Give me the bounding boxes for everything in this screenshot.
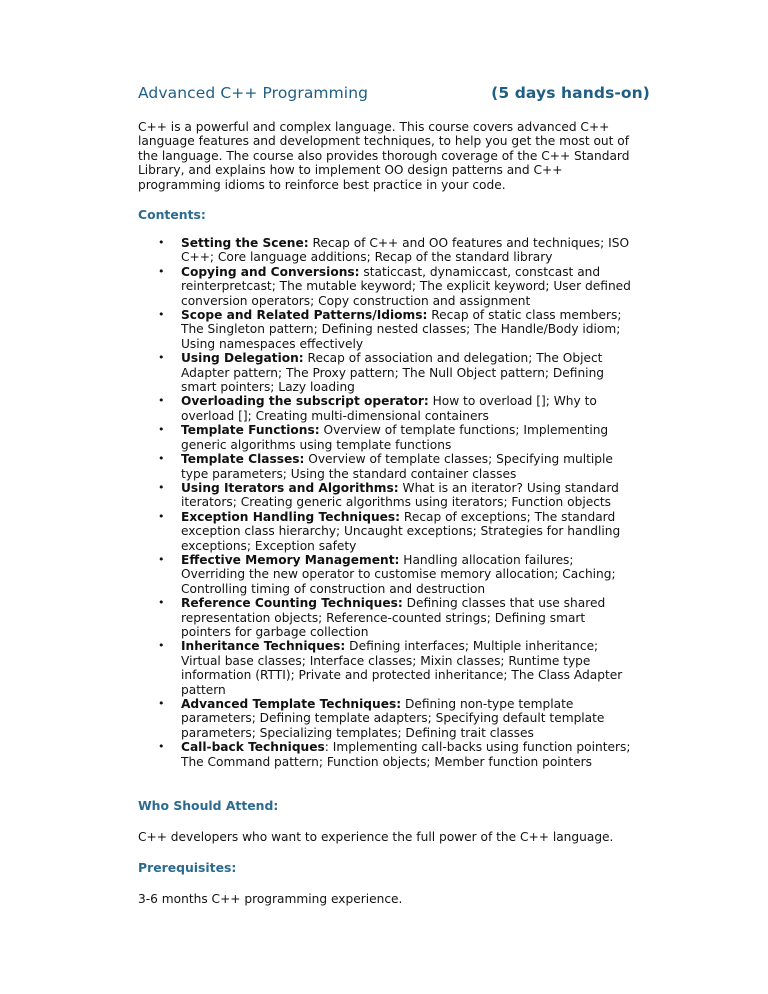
contents-item-text: Recap of C++ and OO features and techniques; ISO C++; Core language additions; Recap of the standard library [181,236,630,265]
contents-item-text: Recap of association and delegation; The Object Adapter pattern; The Proxy pattern; The Null Object pattern; Defining smart pointers; Lazy loading [181,351,605,395]
course-title: Advanced C++ Programming [138,84,369,102]
contents-item-title: Copying and Conversions: [181,264,360,279]
contents-item-title: Reference Counting Techniques: [181,596,403,611]
contents-item [138,596,633,639]
contents-item [138,452,633,481]
contents-item [138,351,633,394]
contents-item-title: Inheritance Techniques: [181,639,346,654]
contents-item-text: How to overload []; Why to overload []; Creating multi-dimensional containers [181,394,597,423]
contents-item [138,697,633,740]
contents-item-text: Recap of exceptions; The standard exception class hierarchy; Uncaught exceptions; Strategies for handling exceptions; Exception safety [181,509,621,553]
contents-item [138,265,633,308]
bullet-icon: • [158,509,165,523]
contents-item-text: Defining classes that use shared representation objects; Reference-counted strings; Defining smart pointers for garbage collection [181,596,606,639]
contents-item [138,423,633,452]
course-duration: (5 days hands-on) [491,84,650,102]
contents-item-title: Setting the Scene: [181,236,309,250]
contents-item [138,481,633,510]
bullet-icon: • [158,351,165,365]
contents-item-text: Defining non-type template parameters; Defining template adapters; Specifying default template parameters; Specializing templates; Defining trait classes [181,697,605,740]
bullet-icon: • [158,308,165,322]
who-should-attend-heading: Who Should Attend: [138,798,279,813]
contents-item-title: Template Functions: [181,423,320,438]
contents-item [138,740,633,769]
bullet-icon: • [158,639,165,653]
bullet-icon: • [158,452,165,466]
contents-item-title: Effective Memory Management: [181,552,400,567]
contents-item-title: Call-back Techniques [181,740,325,755]
contents-item-text: What is an iterator? Using standard iterators; Creating generic algorithms using iterators; Function objects [181,480,619,510]
intro-paragraph: C++ is a powerful and complex language. This course covers advanced C++ language features and development techniques, to help you get the most out of the language. The course also provides thorough coverage of the C++ Standard Library, and explains how to implement OO design patterns and C++ programming idioms to reinforce best practice in your code. [138,120,630,192]
contents-item-title: Using Delegation: [181,351,304,366]
bullet-icon: • [158,552,165,566]
contents-item-text: Recap of static class members; The Singleton pattern; Defining nested classes; The Handle/Body idiom; Using namespaces effectively [181,308,622,351]
contents-item [138,510,633,553]
contents-item-text: Overview of template classes; Specifying multiple type parameters; Using the standard container classes [181,452,613,481]
contents-item-title: Overloading the subscript operator: [181,394,429,409]
bullet-icon: • [158,596,165,610]
contents-item [138,308,633,351]
contents-item [138,553,633,596]
contents-item-text: Defining interfaces; Multiple inheritance; Virtual base classes; Interface classes; Mixin classes; Runtime type information (RTTI); Private and protected inheritance; The Class Adapter pattern [181,639,623,697]
contents-item [138,236,633,265]
contents-item [138,639,633,697]
who-should-attend-text: C++ developers who want to experience the full power of the C++ language. [138,830,614,844]
bullet-icon: • [158,697,165,710]
bullet-icon: • [158,740,165,754]
contents-item-title: Advanced Template Techniques: [181,697,402,711]
contents-item-text: Handling allocation failures; Overriding the new operator to customise memory allocation; Caching; Controlling timing of construction and destruction [181,552,616,596]
contents-item-title: Using Iterators and Algorithms: [181,480,399,495]
contents-list [138,236,633,769]
contents-item-text: staticcast, dynamiccast, constcast and reinterpretcast; The mutable keyword; The explicit keyword; User defined conversion operators; Copy construction and assignment [181,264,631,308]
contents-item-text: Overview of template functions; Implementing generic algorithms using template functions [181,423,609,452]
contents-item-title: Scope and Related Patterns/Idioms: [181,308,428,323]
bullet-icon: • [158,423,165,437]
title-row [138,84,650,102]
bullet-icon: • [158,264,165,278]
bullet-icon: • [158,394,165,408]
prerequisites-text: 3-6 months C++ programming experience. [138,892,403,906]
contents-item-text: : Implementing call-backs using function pointers; The Command pattern; Function objects; Member function pointers [181,740,631,769]
contents-item [138,394,633,423]
prerequisites-heading: Prerequisites: [138,860,237,875]
contents-item-title: Template Classes: [181,452,305,467]
bullet-icon: • [158,236,165,249]
bullet-icon: • [158,480,165,494]
contents-item-title: Exception Handling Techniques: [181,509,401,524]
contents-heading: Contents: [138,207,206,222]
